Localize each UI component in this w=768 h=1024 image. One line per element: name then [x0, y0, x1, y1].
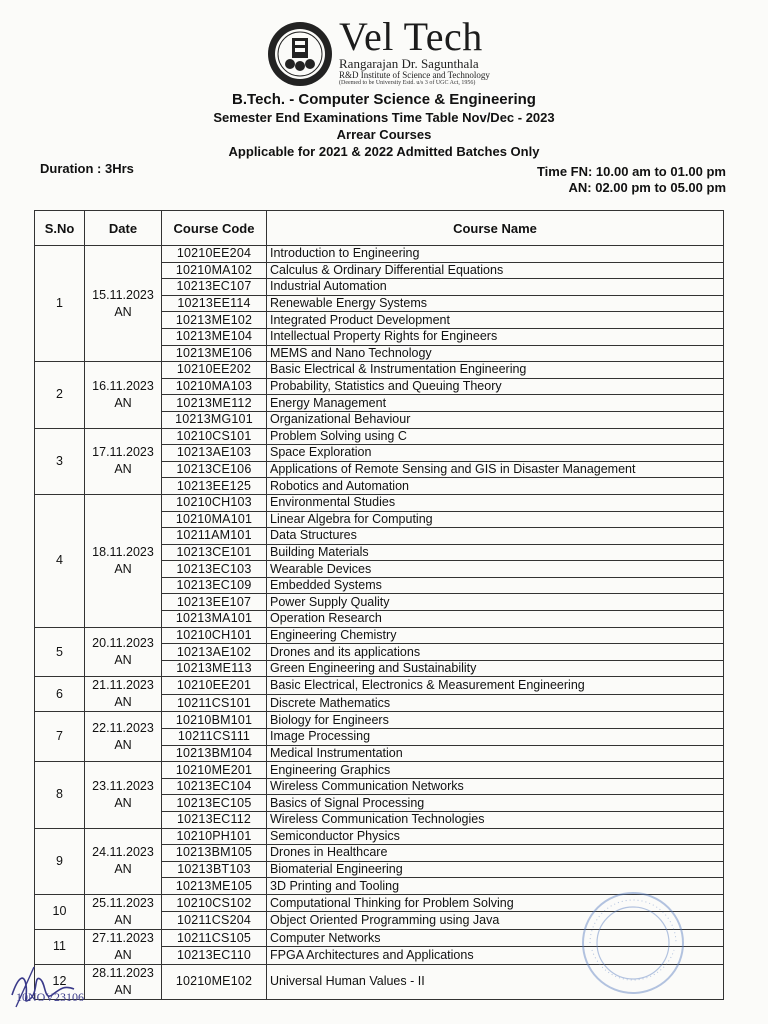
course-code-cell: 10213EC110: [162, 947, 267, 965]
date-cell: [85, 362, 162, 428]
course-code-cell: 10213EE114: [162, 295, 267, 312]
brand-name: Vel Tech: [339, 14, 483, 59]
course-name-cell: Semiconductor Physics: [267, 828, 724, 845]
sno-cell: 7: [35, 712, 85, 762]
course-code-cell: 10213EC103: [162, 561, 267, 578]
course-name-cell: Building Materials: [267, 544, 724, 561]
exam-session: AN: [114, 561, 132, 576]
course-code-cell: 10213EC104: [162, 778, 267, 795]
document-subtitle-1: Semester End Examinations Time Table Nov/Dec - 2023: [213, 110, 555, 125]
course-name-cell: Drones in Healthcare: [267, 845, 724, 862]
course-name-cell: Energy Management: [267, 395, 724, 412]
course-code-cell: 10211AM101: [162, 528, 267, 545]
sno-cell: 10: [35, 894, 85, 929]
course-code-cell: 10213AE102: [162, 644, 267, 661]
course-code-cell: 10213EE125: [162, 478, 267, 495]
table-row: [35, 762, 724, 779]
course-name-cell: Engineering Chemistry: [267, 627, 724, 644]
brand-line-3: (Deemed to be University Estd. u/s 3 of UGC Act, 1956): [339, 80, 476, 86]
header-date: Date: [85, 211, 162, 246]
course-name-cell: Discrete Mathematics: [267, 694, 724, 712]
sno-cell: 9: [35, 828, 85, 894]
table-row: [35, 246, 724, 263]
signature-icon: [4, 955, 114, 1015]
course-code-cell: 10213ME105: [162, 878, 267, 895]
course-code-cell: 10213EE107: [162, 594, 267, 611]
exam-session: AN: [114, 304, 132, 319]
exam-date: 25.11.2023: [92, 895, 154, 910]
course-name-cell: Computer Networks: [267, 929, 724, 947]
header-sno: S.No: [35, 211, 85, 246]
header-course-code: Course Code: [162, 211, 267, 246]
course-code-cell: 10211CS111: [162, 729, 267, 746]
course-code-cell: 10213EC105: [162, 795, 267, 812]
course-name-cell: Intellectual Property Rights for Engineers: [267, 328, 724, 345]
table-body: [35, 246, 724, 1000]
course-code-cell: 10213MA101: [162, 611, 267, 628]
course-name-cell: Applications of Remote Sensing and GIS in Disaster Management: [267, 461, 724, 478]
course-name-cell: Linear Algebra for Computing: [267, 511, 724, 528]
document-title: B.Tech. - Computer Science & Engineering: [232, 91, 536, 108]
exam-date: 21.11.2023: [92, 678, 154, 693]
course-name-cell: Problem Solving using C: [267, 428, 724, 445]
sno-cell: 1: [35, 246, 85, 362]
course-code-cell: 10213EC112: [162, 812, 267, 829]
course-name-cell: Computational Thinking for Problem Solving: [267, 894, 724, 912]
document-subtitle-2: Arrear Courses: [336, 127, 432, 142]
table-row: [35, 627, 724, 644]
course-name-cell: Basic Electrical & Instrumentation Engineering: [267, 362, 724, 379]
course-name-cell: Space Exploration: [267, 445, 724, 462]
course-name-cell: Calculus & Ordinary Differential Equations: [267, 262, 724, 279]
course-name-cell: Medical Instrumentation: [267, 745, 724, 762]
course-name-cell: Environmental Studies: [267, 494, 724, 511]
course-name-cell: Introduction to Engineering: [267, 246, 724, 263]
course-code-cell: 10210BM101: [162, 712, 267, 729]
course-code-cell: 10210EE201: [162, 677, 267, 695]
course-code-cell: 10213AE103: [162, 445, 267, 462]
course-code-cell: 10213BM105: [162, 845, 267, 862]
table-row: [35, 677, 724, 695]
date-cell: [85, 894, 162, 929]
course-code-cell: 10210ME102: [162, 964, 267, 999]
course-name-cell: MEMS and Nano Technology: [267, 345, 724, 362]
brand-line-1: Rangarajan Dr. Sagunthala: [339, 56, 479, 71]
exam-date: 18.11.2023: [92, 544, 154, 559]
exam-session: AN: [114, 912, 132, 927]
course-name-cell: Industrial Automation: [267, 279, 724, 296]
exam-date: 22.11.2023: [92, 720, 154, 735]
course-name-cell: Wireless Communication Technologies: [267, 812, 724, 829]
date-cell: [85, 762, 162, 828]
exam-date: 27.11.2023: [92, 930, 154, 945]
course-code-cell: 10210PH101: [162, 828, 267, 845]
course-code-cell: 10210CH101: [162, 627, 267, 644]
date-cell: [85, 428, 162, 494]
duration-label: Duration : 3Hrs: [40, 161, 134, 176]
date-cell: [85, 246, 162, 362]
table-row: [35, 362, 724, 379]
course-code-cell: 10211CS105: [162, 929, 267, 947]
course-code-cell: 10210MA101: [162, 511, 267, 528]
exam-date: 20.11.2023: [92, 636, 154, 651]
course-code-cell: 10213ME102: [162, 312, 267, 329]
controller-seal-icon: [578, 888, 688, 998]
brand-line-2: R&D Institute of Science and Technology: [339, 70, 490, 80]
course-name-cell: Basic Electrical, Electronics & Measurement Engineering: [267, 677, 724, 695]
sno-cell: 3: [35, 428, 85, 494]
course-code-cell: 10213CE106: [162, 461, 267, 478]
exam-timetable: [34, 210, 724, 1000]
exam-session: AN: [114, 947, 132, 962]
sno-cell: 2: [35, 362, 85, 428]
exam-date: 16.11.2023: [92, 378, 154, 393]
date-cell: [85, 712, 162, 762]
course-name-cell: Integrated Product Development: [267, 312, 724, 329]
course-name-cell: 3D Printing and Tooling: [267, 878, 724, 895]
course-name-cell: Data Structures: [267, 528, 724, 545]
sno-cell: 4: [35, 494, 85, 627]
exam-session: AN: [114, 695, 132, 710]
table-row: [35, 712, 724, 729]
exam-date: 23.11.2023: [92, 778, 154, 793]
course-code-cell: 10210CH103: [162, 494, 267, 511]
university-logo-icon: [266, 20, 334, 88]
course-code-cell: 10210MA103: [162, 378, 267, 395]
sno-cell: 5: [35, 627, 85, 677]
table-row: [35, 428, 724, 445]
course-code-cell: 10210CS101: [162, 428, 267, 445]
exam-session: AN: [114, 862, 132, 877]
course-code-cell: 10213ME104: [162, 328, 267, 345]
course-code-cell: 10213CE101: [162, 544, 267, 561]
course-name-cell: Image Processing: [267, 729, 724, 746]
sno-cell: 6: [35, 677, 85, 712]
course-code-cell: 10210MA102: [162, 262, 267, 279]
exam-date: 28.11.2023: [92, 965, 154, 980]
course-code-cell: 10213ME112: [162, 395, 267, 412]
exam-session: AN: [114, 653, 132, 668]
course-code-cell: 10210CS102: [162, 894, 267, 912]
course-name-cell: Robotics and Automation: [267, 478, 724, 495]
course-name-cell: Operation Research: [267, 611, 724, 628]
course-name-cell: Object Oriented Programming using Java: [267, 912, 724, 930]
date-cell: [85, 494, 162, 627]
table-row: [35, 494, 724, 511]
course-code-cell: 10210EE202: [162, 362, 267, 379]
course-code-cell: 10213ME106: [162, 345, 267, 362]
course-code-cell: 10213MG101: [162, 411, 267, 428]
header-course-name: Course Name: [267, 211, 724, 246]
time-fn-label: Time FN: 10.00 am to 01.00 pm: [536, 164, 726, 179]
course-name-cell: Probability, Statistics and Queuing Theory: [267, 378, 724, 395]
exam-session: AN: [114, 795, 132, 810]
course-name-cell: Biology for Engineers: [267, 712, 724, 729]
course-code-cell: 10213ME113: [162, 660, 267, 677]
date-cell: [85, 828, 162, 894]
sno-cell: 12: [35, 964, 85, 999]
course-name-cell: Renewable Energy Systems: [267, 295, 724, 312]
course-code-cell: 10213BT103: [162, 861, 267, 878]
course-name-cell: Green Engineering and Sustainability: [267, 660, 724, 677]
sno-cell: 8: [35, 762, 85, 828]
course-code-cell: 10213EC107: [162, 279, 267, 296]
time-an-label: AN: 02.00 pm to 05.00 pm: [568, 180, 726, 195]
course-code-cell: 10211CS101: [162, 694, 267, 712]
exam-date: 24.11.2023: [92, 845, 154, 860]
course-name-cell: Organizational Behaviour: [267, 411, 724, 428]
course-name-cell: Basics of Signal Processing: [267, 795, 724, 812]
course-code-cell: 10213BM104: [162, 745, 267, 762]
exam-session: AN: [114, 395, 132, 410]
table-row: [35, 828, 724, 845]
sno-cell: 11: [35, 929, 85, 964]
course-name-cell: Engineering Graphics: [267, 762, 724, 779]
course-code-cell: 10213EC109: [162, 577, 267, 594]
course-name-cell: Wireless Communication Networks: [267, 778, 724, 795]
course-name-cell: Universal Human Values - II: [267, 964, 724, 999]
course-name-cell: Embedded Systems: [267, 577, 724, 594]
date-cell: [85, 677, 162, 712]
exam-date: 15.11.2023: [92, 287, 154, 302]
course-name-cell: Biomaterial Engineering: [267, 861, 724, 878]
course-name-cell: Power Supply Quality: [267, 594, 724, 611]
exam-session: AN: [114, 462, 132, 477]
course-code-cell: 10210ME201: [162, 762, 267, 779]
table-header-row: [35, 211, 724, 246]
exam-date: 17.11.2023: [92, 445, 154, 460]
document-subtitle-3: Applicable for 2021 & 2022 Admitted Batches Only: [228, 144, 540, 159]
course-name-cell: FPGA Architectures and Applications: [267, 947, 724, 965]
exam-session: AN: [114, 737, 132, 752]
date-cell: [85, 627, 162, 677]
course-code-cell: 10210EE204: [162, 246, 267, 263]
exam-session: AN: [114, 982, 132, 997]
course-name-cell: Drones and its applications: [267, 644, 724, 661]
stamp-code: 10NOV23106: [16, 990, 84, 1004]
course-name-cell: Wearable Devices: [267, 561, 724, 578]
course-code-cell: 10211CS204: [162, 912, 267, 930]
